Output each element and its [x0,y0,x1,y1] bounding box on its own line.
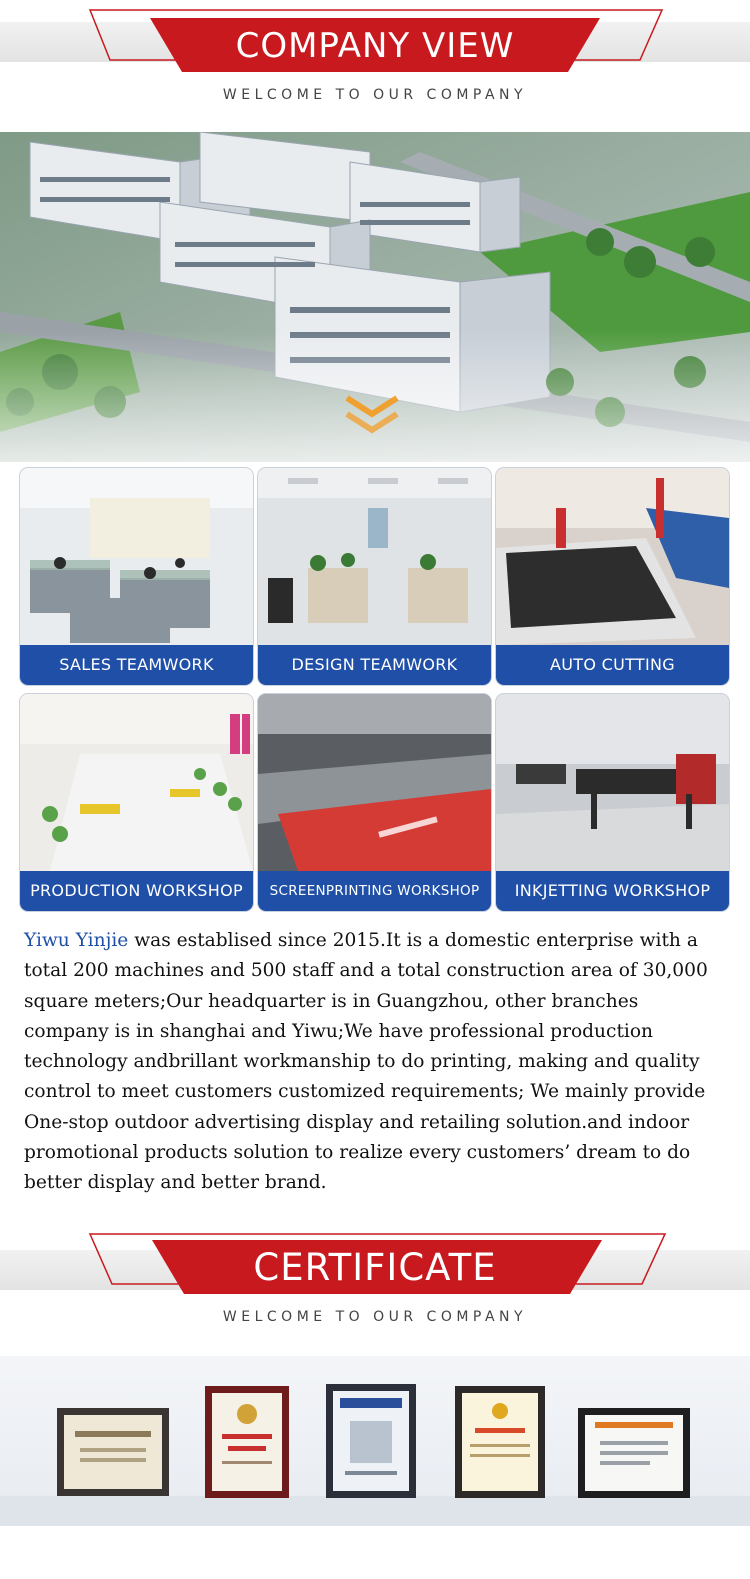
certificate-frame-icon [205,1386,289,1498]
workshop-tile-screenprinting [258,694,491,911]
workshop-tile-auto-cutting [496,468,729,685]
certificate-frame-icon [455,1386,545,1498]
certificate-banner [0,1222,750,1342]
workshop-caption: INKJETTING WORKSHOP [496,871,729,911]
company-view-title: COMPANY VIEW [235,26,515,66]
workshop-tile-design [258,468,491,685]
workshop-tile-inkjetting [496,694,729,911]
printer-photo-icon [496,694,729,871]
certificates-strip [0,1356,750,1526]
cutting-machine-photo-icon [496,468,729,645]
sewing-line-photo-icon [20,694,253,871]
workshop-caption: DESIGN TEAMWORK [258,645,491,685]
workshop-tile-sales [20,468,253,685]
campus-aerial-photo [0,132,750,462]
company-description [24,926,724,1199]
workshop-tile-production [20,694,253,911]
screenprint-table-photo-icon [258,694,491,871]
certificate-frame-icon [57,1408,169,1496]
certificate-title: CERTIFICATE [253,1246,497,1289]
workshop-caption: AUTO CUTTING [496,645,729,685]
office-photo-icon [20,468,253,645]
certificate-subtitle: WELCOME TO OUR COMPANY [222,1309,528,1325]
workshop-caption: SALES TEAMWORK [20,645,253,685]
workshop-caption: SCREENPRINTING WORKSHOP [258,871,491,911]
workshop-caption: PRODUCTION WORKSHOP [20,871,253,911]
certificate-frame-icon [578,1408,690,1498]
company-description-text: was establised since 2015.It is a domestic enterprise with a total 200 machines and 500 staff and a total construction area of 30,000 square meters;Our headquarter is in Guangzhou, other branches company is in shanghai and Yiwu;We have professional production technology andbrillant workmanship to do printing, making and quality control to meet customers customized requirements; We mainly provide One-stop outdoor advertising display and retailing solution.and indoor promotional products solution to realize every customers’ dream to do better display and better brand. [24,930,708,1194]
office-photo-icon [258,468,491,645]
certificates-photo [0,1356,750,1526]
company-view-banner [0,0,750,120]
company-view-subtitle: WELCOME TO OUR COMPANY [222,87,528,103]
company-brand-name: Yiwu Yinjie [24,930,129,951]
certificate-frame-icon [326,1384,416,1498]
